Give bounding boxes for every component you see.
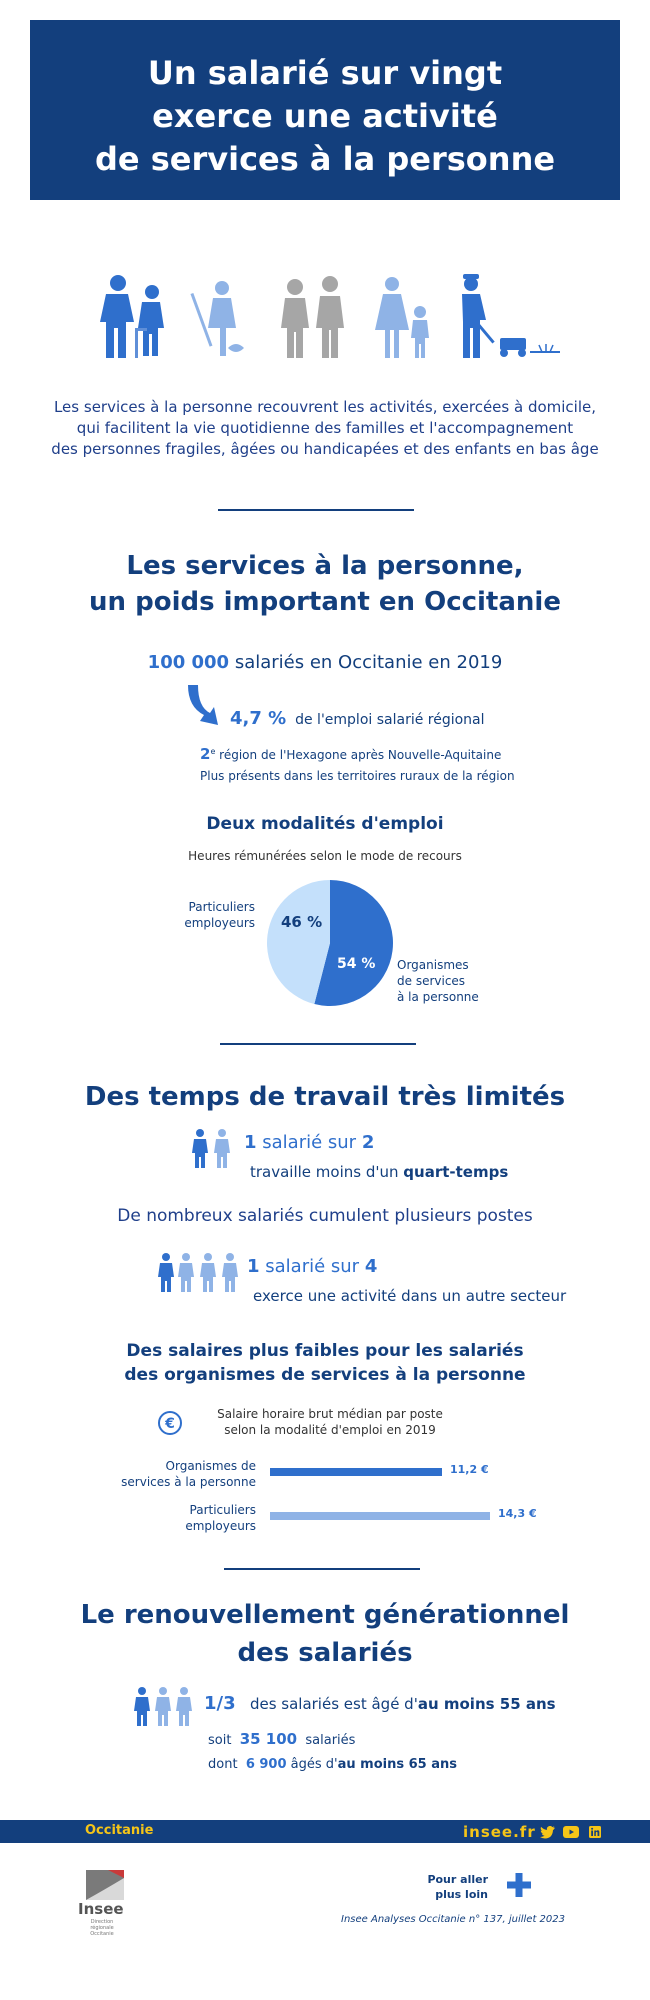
employees-stat [0,652,650,673]
section3-title-line-1: Le renouvellement générationnel [80,1600,570,1630]
services-icons-row [80,270,570,360]
section1-title-line-1: Les services à la personne, [126,551,524,581]
bar-label-particuliers-line-1: Particuliers [189,1503,256,1517]
youtube-icon[interactable] [563,1826,579,1839]
soit-stat [208,1730,355,1748]
title-line-2: exerce une activité [152,97,498,135]
bar-particuliers [270,1512,490,1520]
bar-label-particuliers-line-2: employeurs [185,1519,256,1533]
insee-logo-subtext [80,1919,124,1937]
bar-label-organismes [100,1458,256,1490]
citation: Insee Analyses Occitanie n° 137, juillet 2023 [341,1914,565,1925]
salary-subtitle-line-2: selon la modalité d'emploi en 2019 [224,1423,436,1437]
section1-title [0,548,650,620]
soit-label: soit [208,1733,232,1748]
pie-subtitle: Heures rémunérées selon le mode de recours [188,849,462,863]
bar-value-organismes: 11,2 € [450,1463,489,1476]
rank-stat [200,745,501,763]
fraction-text-a: des salariés est âgé d' [249,1695,418,1713]
rank-sup: e [210,747,216,756]
pie-label-right [397,957,479,1005]
stat1-text-a: travaille moins d'un [250,1163,404,1181]
intro-text [0,397,650,460]
pie-value-left: 46 % [281,913,323,931]
divider-3 [224,1568,420,1570]
people-1-of-2-icon [190,1128,234,1168]
pie-label-left [150,899,255,931]
divider-2 [220,1043,416,1045]
title-line-1: Un salarié sur vingt [147,54,503,92]
intro-line-2: qui facilitent la vie quotidienne des familles et l'accompagnement [76,419,574,437]
dont-text-a: âgés d' [286,1757,338,1772]
fraction-stat [204,1693,556,1714]
rank-value: 2 [200,745,211,763]
twitter-icon[interactable] [540,1826,555,1839]
soit-value: 35 100 [239,1730,298,1748]
stat2-text: exerce une activité dans un autre secteur [253,1287,567,1305]
arrow-down-right-icon [184,683,220,727]
rural-text: Plus présents dans les territoires ruraux de la région [200,769,515,783]
stat1 [244,1132,374,1153]
employees-value: 100 000 [147,652,230,673]
soit-text: salariés [305,1733,356,1748]
dont-stat [208,1757,457,1772]
salary-subtitle-line-1: Salaire horaire brut médian par poste [217,1407,443,1421]
footer-region: Occitanie [85,1823,154,1838]
divider-1 [218,509,414,511]
share-stat [230,708,485,729]
pie-title: Deux modalités d'emploi [206,814,444,834]
people-1-of-3-icon [133,1686,195,1726]
title-line-3: de services à la personne [94,140,556,178]
pie-chart [265,878,395,1008]
stat1-text [250,1163,508,1181]
salary-title [0,1339,650,1387]
rank-text: région de l'Hexagone après Nouvelle-Aquitaine [215,748,502,762]
more-info-line-1: Pour aller [427,1873,488,1886]
stat1-den: 2 [361,1132,375,1153]
insee-logo-sub-line-1: Direction régionale [90,1919,114,1931]
stat2 [247,1256,377,1277]
intro-line-3: des personnes fragiles, âgées ou handicapées et des enfants en bas âge [51,440,599,458]
dont-label: dont [208,1757,238,1772]
pie-value-right: 54 % [337,956,376,972]
section3-title [0,1596,650,1672]
share-text: de l'emploi salarié régional [295,712,485,728]
multi-jobs-text: De nombreux salariés cumulent plusieurs postes [117,1206,533,1226]
header-banner [30,20,620,200]
fraction-value: 1/3 [204,1693,236,1714]
section3-title-line-2: des salariés [237,1638,413,1668]
child-care-icon [375,277,429,358]
linkedin-icon[interactable] [589,1826,601,1838]
euro-icon [157,1410,183,1436]
dont-value: 6 900 [245,1757,287,1772]
section2-title: Des temps de travail très limités [84,1082,566,1112]
bar-value-particuliers: 14,3 € [498,1507,537,1520]
intro-line-1: Les services à la personne recouvrent les activités, exercées à domicile, [53,398,597,416]
insee-logo-icon [86,1870,124,1900]
stat2-den: 4 [364,1256,378,1277]
stat1-num: 1 [244,1132,257,1153]
salary-title-line-1: Des salaires plus faibles pour les salariés [126,1341,524,1361]
more-info-link[interactable] [420,1872,488,1902]
pie-label-right-line-2: de services [397,974,466,988]
fraction-text-b: au moins 55 ans [417,1695,556,1713]
employees-text: salariés en Occitanie en 2019 [229,652,503,673]
people-1-of-4-icon [158,1252,240,1292]
euro-symbol: € [165,1416,175,1432]
share-value: 4,7 % [230,708,287,729]
bar-label-particuliers [100,1502,256,1534]
elderly-care-icon [100,275,164,358]
section1-title-line-2: un poids important en Occitanie [89,587,561,617]
stat2-mid: salarié sur [259,1256,365,1277]
plus-icon[interactable] [507,1873,531,1897]
stat2-num: 1 [247,1256,260,1277]
pie-label-left-line-1: Particuliers [188,900,255,914]
stat1-mid: salarié sur [256,1132,362,1153]
bar-organismes [270,1468,442,1476]
insee-logo-sub-line-2: Occitanie [90,1931,114,1937]
pie-label-right-line-3: à la personne [397,990,479,1004]
stat1-text-b: quart-temps [403,1163,509,1181]
pie-label-left-line-2: employeurs [184,916,255,930]
salary-title-line-2: des organismes de services à la personne [124,1365,526,1385]
cleaning-icon [190,281,244,356]
more-info-line-2: plus loin [435,1888,488,1901]
gardening-icon [462,274,560,358]
bar-label-organismes-line-2: services à la personne [121,1475,256,1489]
bar-label-organismes-line-1: Organismes de [165,1459,256,1473]
insee-logo-text: Insee [78,1900,124,1918]
elderly-couple-icon [281,276,344,358]
pie-label-right-line-1: Organismes [397,958,469,972]
salary-subtitle [190,1406,470,1438]
dont-text-b: au moins 65 ans [337,1757,458,1772]
footer-site-link[interactable]: insee.fr [463,1823,536,1841]
